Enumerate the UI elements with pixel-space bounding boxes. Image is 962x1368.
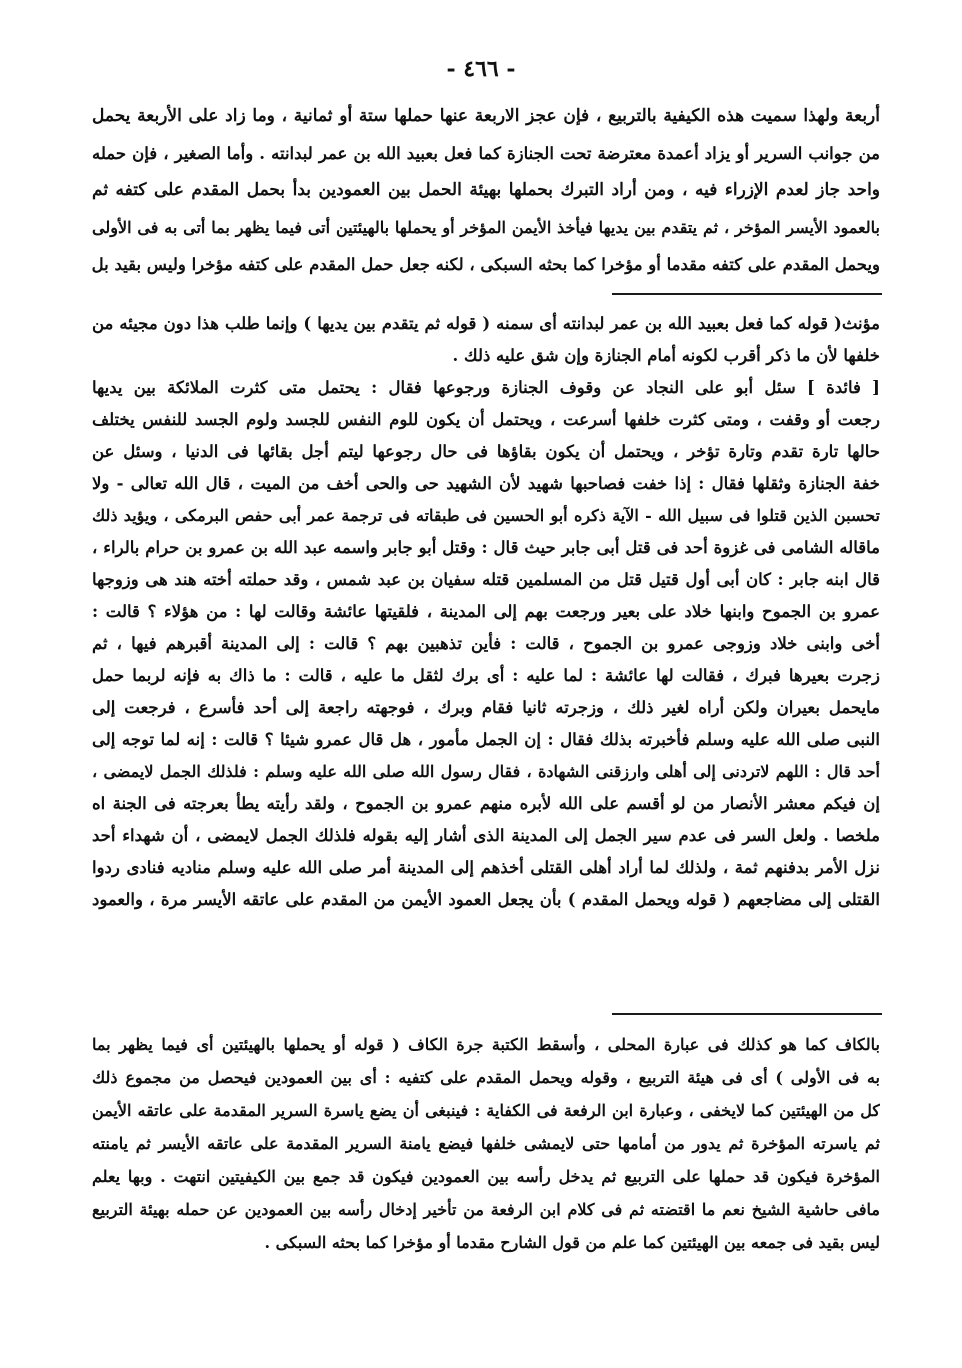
main-text-line: أربعة ولهذا سميت هذه الكيفية بالتربيع ، فإن عجز الاربعة عنها حملها ستة أو ثمانية ، وما زاد على الأربعة يحمل xyxy=(92,106,880,126)
footnote-text xyxy=(92,1028,880,1259)
footnote-line: المؤخرة فيكون قد حملها على التربيع ثم يدخل رأسه بين العمودين فيكون قد جمع بين الكيفيتين انتهت . وبها يعلم xyxy=(92,1167,880,1186)
commentary-line: خلفها لأن ما ذكر أقرب لكونه أمام الجنازة وإن شق عليه ذلك . xyxy=(452,346,880,365)
commentary-text xyxy=(92,308,880,916)
commentary-line: زجرت بعيرها فبرك ، فقالت لها عائشة : لما عليه : أى برك لثقل ما عليه ، قالت : ما ذاك به فإنه لربما حمل xyxy=(92,666,880,685)
commentary-line: تحسبن الذين قتلوا فى سبيل الله - الآية ذكره أبو الحسين فى طبقاته فى ترجمة عمر أبى حفص البرمكى ، ويؤيد ذلك xyxy=(92,506,880,525)
commentary-line: حالها تارة تقدم وتارة تؤخر ، ويحتمل أن يكون بقاؤها فى حال رجوعها ليتم أجل بقائها فى الدنيا ، وسئل عن xyxy=(92,442,880,461)
footnote-line: كل من الهيئتين كما لايخفى ، وعبارة ابن الرفعة فى الكفاية : فينبغى أن يضع ياسرة السرير المقدمة على عاتقه الأيمن xyxy=(92,1101,880,1120)
commentary-line: عمرو بن الجموح وابنها خلاد على بعير ورجعت بهم إلى المدينة ، فلقيتها عائشة وقالت لها : من هؤلاء ؟ قالت : xyxy=(92,602,880,621)
commentary-line: النبى صلى الله عليه وسلم فأخبرته بذلك فقال : إن الجمل مأمور ، هل قال عمرو شيئا ؟ قالت : إنه لما توجه إلى xyxy=(92,730,880,749)
main-text-line: من جوانب السرير أو يزاد أعمدة معترضة تحت الجنازة كما فعل بعبيد الله بن عمر لبدانته . وأما الصغير ، فإن حمله xyxy=(92,144,880,163)
commentary-line: مايحمل بعيران ولكن أراه لغير ذلك ، وزجرته ثانيا فقام وبرك ، فوجهته راجعة إلى أحد فأسرع ، فرجعت إلى xyxy=(92,698,880,717)
commentary-line: إن فيكم معشر الأنصار من لو أقسم على الله لأبره منهم عمرو بن الجموح ، ولقد رأيته يطأ بعرجته فى الجنة اه xyxy=(92,794,880,813)
commentary-line: قال ابنه جابر : كان أبى أول قتيل قتل من المسلمين قتله سفيان بن عبد شمس ، وقد حملته أخته هند هى وزوجها xyxy=(92,570,880,589)
footnote-line: ثم ياسرته المؤخرة ثم يدور من أمامها حتى لايمشى خلفها فيضع يامنة السرير المقدمة على عاتقه الأيسر ثم يامنته xyxy=(92,1134,880,1153)
commentary-line: أخى وابنى خلاد وزوجى عمرو بن الجموح ، قالت : فأين تذهبين بهم ؟ قالت : إلى المدينة أقبرهم فيها ، ثم xyxy=(92,634,880,653)
commentary-line: خفة الجنازة وثقلها فقال : إذا خفت فصاحبها شهيد لأن الشهيد حى والحى أخف من الميت ، قال الله تعالى - ولا xyxy=(92,474,880,493)
page-number: - ٤٦٦ - xyxy=(446,56,516,82)
commentary-line: مؤنث( قوله كما فعل بعبيد الله بن عمر لبدانته أى سمنه ( قوله ثم يتقدم بين يديها ) وإنما طلب هذا دون مجيئه من xyxy=(92,314,880,333)
section-divider xyxy=(612,293,882,295)
footnote-line: مافى حاشية الشيخ نعم ما اقتضته ثم فى كلام ابن الرفعة من تأخير إدخال رأسه بين العمودين عن حمله بهيئة التربيع xyxy=(92,1200,880,1219)
main-text-line: بالعمود الأيسر المؤخر ، ثم يتقدم بين يديها فيأخذ الأيمن المؤخر أو يحملها بالهيئتين أتى فيما يظهر بما أتى به فى الأولى xyxy=(92,218,880,237)
commentary-line: نزل الأمر بدفنهم ثمة ، ولذلك لما أراد أهلى القتلى أخذهم إلى المدينة أمر صلى الله عليه وسلم مناديه فنادى ردوا xyxy=(92,858,880,877)
commentary-line: القتلى إلى مضاجعهم ( قوله ويحمل المقدم ) بأن يجعل العمود الأيمن من المقدم على عاتقه الأيسر مرة ، والعمود xyxy=(92,890,880,909)
main-text-line: واحد جاز لعدم الإزراء فيه ، ومن أراد التبرك بحملها بهيئة الحمل بين العمودين بدأ بحمل المقدم على كتفه ثم xyxy=(92,180,880,200)
commentary-line: أحد قال : اللهم لاتردنى إلى أهلى وارزقنى الشهادة ، فقال رسول الله صلى الله عليه وسلم : فلذلك الجمل لايمضى ، xyxy=(92,762,880,781)
commentary-line: ماقاله الشامى فى غزوة أحد فى قتل أبى جابر حيث قال : وقتل أبو جابر واسمه عبد الله بن عمرو بن حرام بالراء ، xyxy=(92,538,880,557)
commentary-line: [ فائدة ] سئل أبو على النجاد عن وقوف الجنازة ورجوعها فقال : يحتمل متى كثرت الملائكة بين يديها xyxy=(92,378,880,397)
main-text-line: ويحمل المقدم على كتفه مقدما أو مؤخرا كما بحثه السبكى ، لكنه جعل حمل المقدم على كتفه مؤخرا وليس بقيد بل xyxy=(92,255,880,274)
commentary-line: ملخصا . ولعل السر فى عدم سير الجمل إلى المدينة الذى أشار إليه بقوله فلذلك الجمل لايمضى ، أن شهداء أحد xyxy=(92,826,880,845)
main-text xyxy=(92,98,880,283)
footnote-line: بالكاف كما هو كذلك فى عبارة المحلى ، وأسقط الكتبة جرة الكاف ( قوله أو يحملها بالهيئتين أى فيما يظهر بما xyxy=(92,1035,880,1054)
footnote-line: به فى الأولى ) أى فى هيئة التربيع ، وقوله ويحمل المقدم على كتفيه : أى بين العمودين فيحصل من مجموع ذلك xyxy=(92,1068,880,1087)
footnote-line: ليس بقيد فى جمعه بين الهيئتين كما علم من قول الشارح مقدما أو مؤخرا كما بحثه السبكى . xyxy=(264,1233,880,1252)
section-divider xyxy=(612,1013,882,1015)
commentary-line: رجعت أو وقفت ، ومتى كثرت خلفها أسرعت ، ويحتمل أن يكون للوم النفس للجسد ولوم الجسد للنفس يختلف xyxy=(92,410,880,429)
